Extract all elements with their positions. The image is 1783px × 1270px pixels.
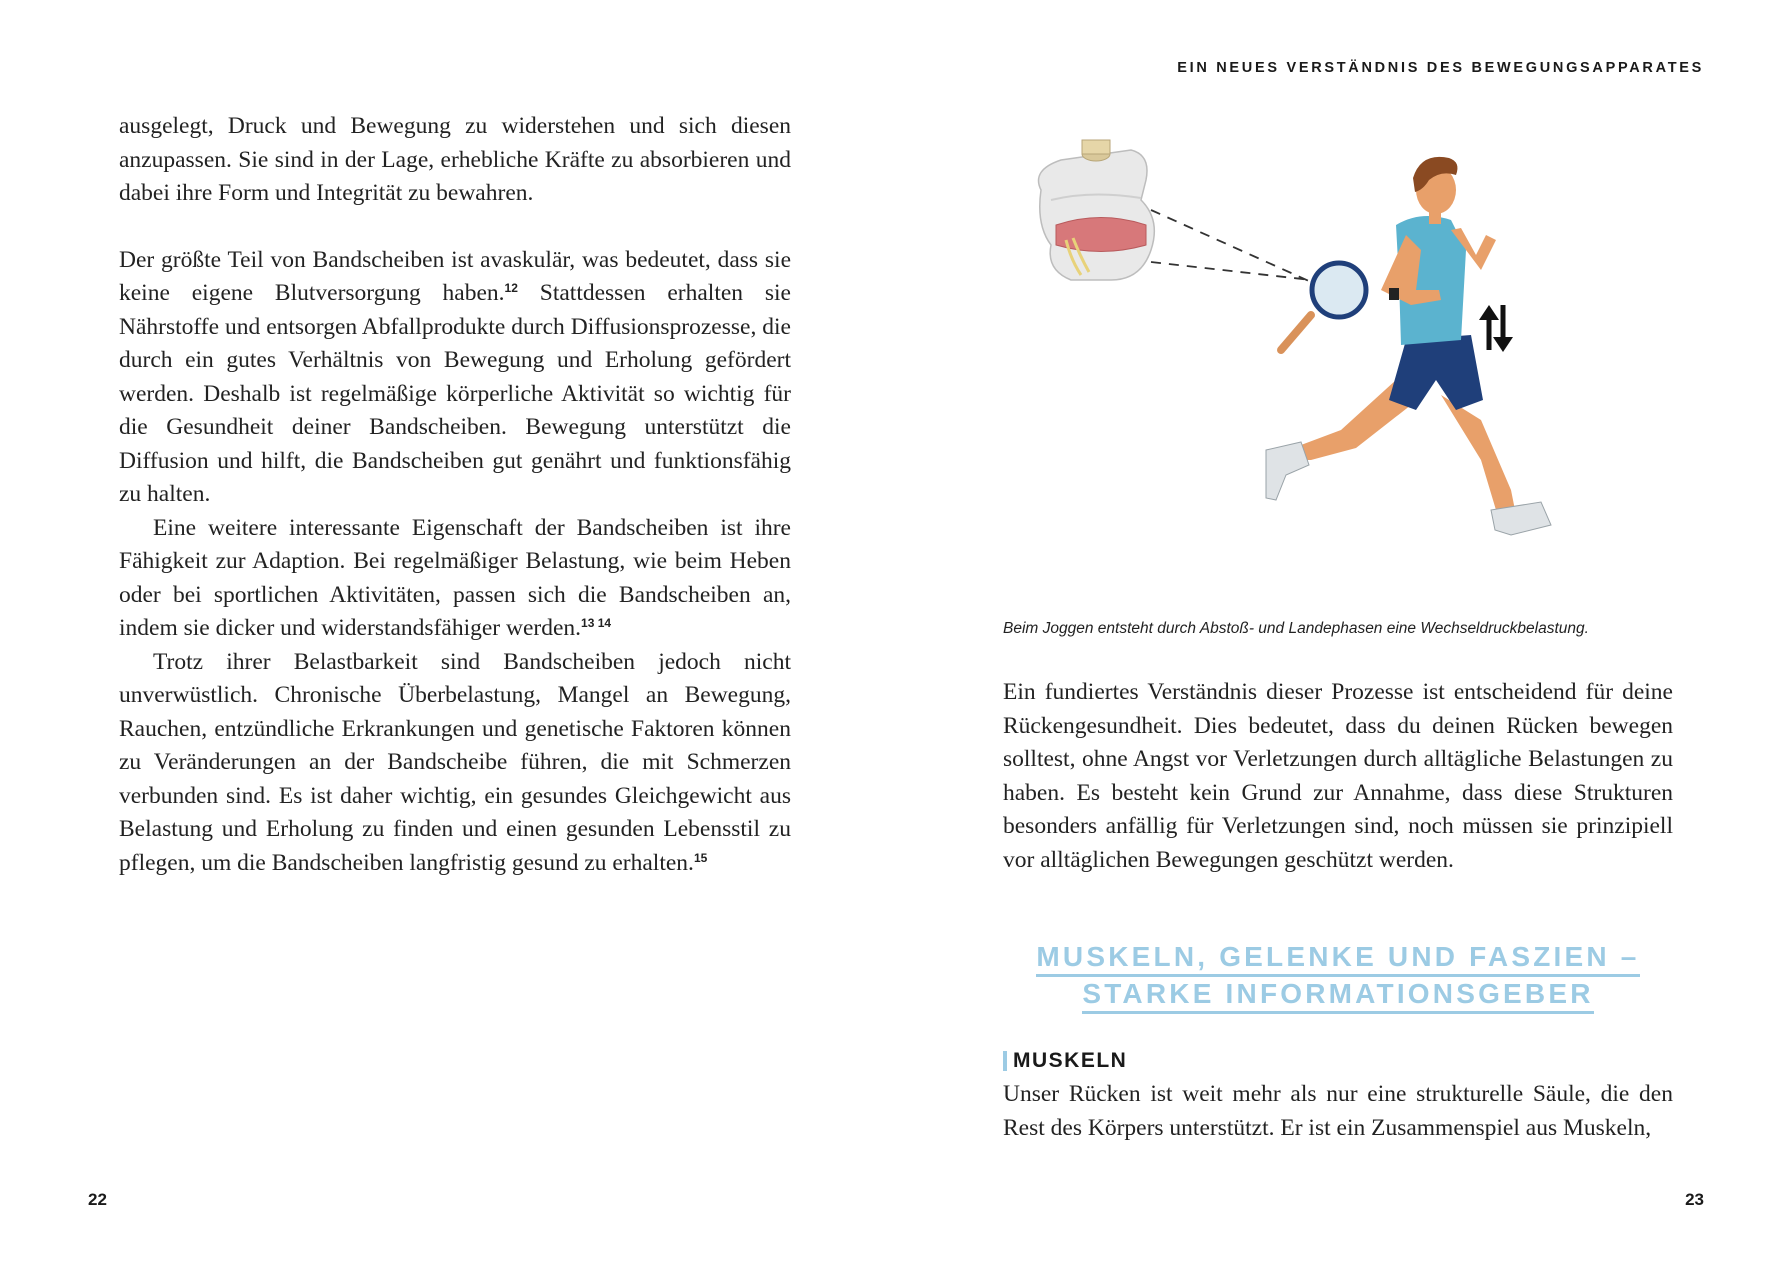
right-page bbox=[891, 0, 1783, 1270]
paragraph-2-part-b: Stattdessen erhalten sie Nährstoffe und entsorgen Abfallprodukte durch Diffusionsprozesse, die durch ein gutes Verhältnis von Bewegung und Erholung gefördert werden. Deshalb ist regelmäßige körperliche Aktivität so wichtig für die Gesundheit deiner Bandscheiben. Bewegung unterstützt die Diffusion und hilft, die Bandscheiben gut genährt und funktionsfähig zu halten. bbox=[119, 280, 791, 507]
right-text-column-2 bbox=[1003, 1078, 1673, 1145]
paragraph-2-part-a: Der größte Teil von Bandscheiben ist avaskulär, was bedeutet, dass sie keine eigene Blutversorgung haben. bbox=[119, 246, 791, 306]
paragraph-3-text: Eine weitere interessante Eigenschaft der Bandscheiben ist ihre Fähigkeit zur Adaption. Bei regelmäßiger Belastung, wie beim Heben oder bei sportlichen Aktivitäten, passen sich die Bandscheiben an, indem sie dicker und widerstandsfähiger werden. bbox=[119, 514, 791, 641]
paragraph-3 bbox=[119, 512, 791, 646]
up-down-arrows-icon bbox=[1479, 305, 1513, 352]
paragraph-1: ausgelegt, Druck und Bewegung zu widerstehen und sich diesen anzupassen. Sie sind in der Lage, erhebliche Kräfte zu absorbieren und dabei ihre Form und Integrität zu bewahren. bbox=[119, 113, 791, 206]
magnifier-icon bbox=[1281, 263, 1366, 350]
subhead-muskeln bbox=[1003, 1049, 1127, 1073]
footnote-ref-12: 12 bbox=[504, 281, 518, 295]
subhead-text: MUSKELN bbox=[1013, 1049, 1128, 1072]
paragraph-2 bbox=[119, 244, 791, 512]
runner-svg bbox=[1011, 130, 1651, 600]
running-head: EIN NEUES VERSTÄNDNIS DES BEWEGUNGSAPPARATES bbox=[1177, 60, 1704, 76]
page-number-left: 22 bbox=[88, 1190, 107, 1209]
section-title-line-2: STARKE INFORMATIONSGEBER bbox=[1082, 977, 1593, 1014]
vertebra-image bbox=[1039, 140, 1155, 280]
runner-illustration bbox=[1011, 130, 1651, 600]
section-title-line-1: MUSKELN, GELENKE UND FASZIEN – bbox=[1036, 940, 1639, 977]
paragraph-4-text: Trotz ihrer Belastbarkeit sind Bandscheiben jedoch nicht unverwüstlich. Chronische Überbelastung, Mangel an Bewegung, Rauchen, entzündliche Erkrankungen und genetische Faktoren können zu Veränderungen an der Bandscheibe führen, die mit Schmerzen verbunden sind. Es ist daher wichtig, ein gesundes Gleichgewicht aus Belastung und Erholung zu finden und einen gesunden Lebensstil zu pflegen, um die Bandscheiben langfristig gesund zu erhalten. bbox=[119, 648, 791, 876]
left-page bbox=[0, 0, 891, 1270]
dashed-line-top bbox=[1151, 210, 1329, 290]
footnote-ref-13-14: 13 14 bbox=[581, 616, 612, 630]
runner-figure bbox=[1266, 157, 1551, 535]
right-text-column bbox=[1003, 676, 1673, 877]
paragraph-right-1: Ein fundiertes Verständnis dieser Prozesse ist entscheidend für deine Rückengesundheit. Dies bedeutet, dass du deinen Rücken bewegen solltest, ohne Angst vor Verletzungen durch alltägliche Belastungen zu haben. Es besteht kein Grund zur Annahme, dass diese Strukturen besonders anfällig für Verletzungen sind, noch müssen sie prinzipiell vor alltäglichen Bewegungen geschützt werden. bbox=[1003, 679, 1673, 873]
page-number-right: 23 bbox=[1685, 1190, 1704, 1209]
dashed-line-bottom bbox=[1151, 262, 1329, 282]
footnote-ref-15: 15 bbox=[693, 850, 708, 865]
left-text-column bbox=[119, 110, 791, 880]
section-title bbox=[1003, 940, 1673, 1014]
subhead-bar bbox=[1003, 1051, 1007, 1071]
paragraph-right-2: Unser Rücken ist weit mehr als nur eine strukturelle Säule, die den Rest des Körpers unterstützt. Er ist ein Zusammenspiel aus Muskeln, bbox=[1003, 1081, 1673, 1141]
paragraph-4 bbox=[119, 646, 791, 881]
figure-caption: Beim Joggen entsteht durch Abstoß- und Landephasen eine Wechseldruckbelastung. bbox=[1003, 620, 1589, 637]
